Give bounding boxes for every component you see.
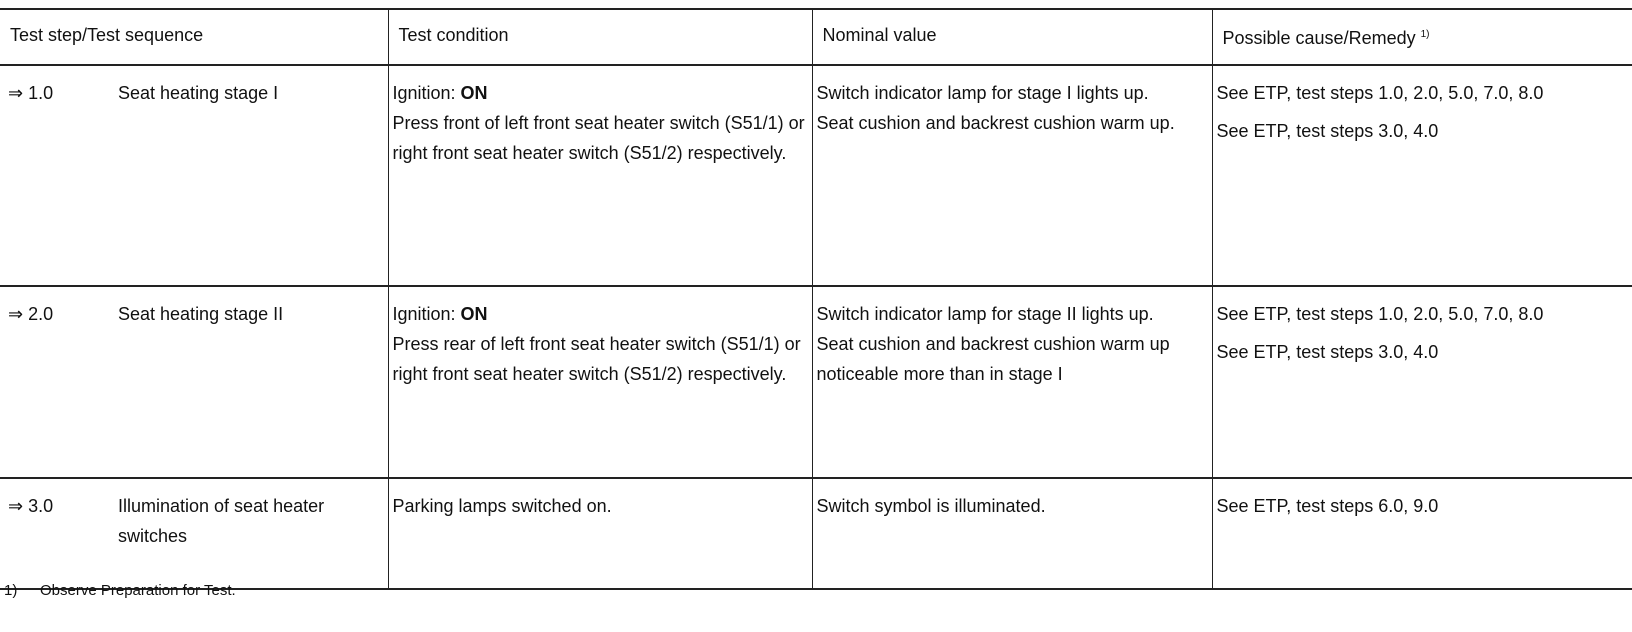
remedy-line: See ETP, test steps 6.0, 9.0: [1216, 496, 1439, 516]
step-name: Seat heating stage II: [118, 304, 284, 324]
step-name: Illumination of seat heater switches: [118, 496, 325, 546]
remedy-line: See ETP, test steps 3.0, 4.0: [1216, 342, 1439, 362]
condition-state: ON: [460, 83, 488, 103]
test-table: [0, 8, 1632, 590]
nominal-line: Switch symbol is illuminated.: [816, 496, 1046, 516]
table-row: [0, 286, 1632, 478]
step-number: ⇒ 2.0: [8, 304, 54, 324]
condition-text: Press rear of left front seat heater switch (S51/1) or right front seat heater switch (S51/2) respectively.: [392, 334, 801, 384]
step-name: Seat heating stage I: [118, 83, 279, 103]
table-row: [0, 65, 1632, 286]
footnote-text: Observe Preparation for Test.: [40, 582, 236, 599]
step-cell: [0, 478, 388, 589]
nominal-cell: [812, 65, 1212, 286]
header-footnote-mark: 1): [1420, 29, 1430, 40]
condition-label: Ignition:: [392, 304, 461, 324]
condition-label: Ignition:: [392, 83, 461, 103]
nominal-line: Switch indicator lamp for stage II lights up.: [816, 304, 1154, 324]
remedy-line: See ETP, test steps 1.0, 2.0, 5.0, 7.0, 8.0: [1216, 304, 1544, 324]
nominal-line: Seat cushion and backrest cushion warm up.: [816, 113, 1175, 133]
table-row: [0, 478, 1632, 589]
remedy-cell: [1212, 478, 1632, 589]
remedy-cell: [1212, 286, 1632, 478]
table-header-row: [0, 9, 1632, 65]
header-nominal-value: Nominal value: [812, 9, 1212, 65]
remedy-cell: [1212, 65, 1632, 286]
remedy-line: See ETP, test steps 3.0, 4.0: [1216, 121, 1439, 141]
condition-cell: [388, 286, 812, 478]
condition-cell: [388, 478, 812, 589]
nominal-cell: [812, 286, 1212, 478]
condition-text: Parking lamps switched on.: [392, 496, 612, 516]
step-cell: [0, 65, 388, 286]
header-test-condition: Test condition: [388, 9, 812, 65]
header-possible-cause: Possible cause/Remedy $^{1)}$: [1212, 9, 1632, 65]
remedy-line: See ETP, test steps 1.0, 2.0, 5.0, 7.0, 8.0: [1216, 83, 1544, 103]
footnote-mark: 1): [4, 582, 18, 599]
condition-state: ON: [460, 304, 488, 324]
footnote: [4, 582, 236, 599]
condition-text: Press front of left front seat heater switch (S51/1) or right front seat heater switch (S51/2) respectively.: [392, 113, 805, 163]
step-number: ⇒ 3.0: [8, 496, 54, 516]
step-cell: [0, 286, 388, 478]
condition-cell: [388, 65, 812, 286]
nominal-line: Seat cushion and backrest cushion warm up noticeable more than in stage I: [816, 334, 1170, 384]
header-test-step: Test step/Test sequence: [0, 9, 388, 65]
nominal-cell: [812, 478, 1212, 589]
step-number: ⇒ 1.0: [8, 83, 54, 103]
nominal-line: Switch indicator lamp for stage I lights up.: [816, 83, 1149, 103]
